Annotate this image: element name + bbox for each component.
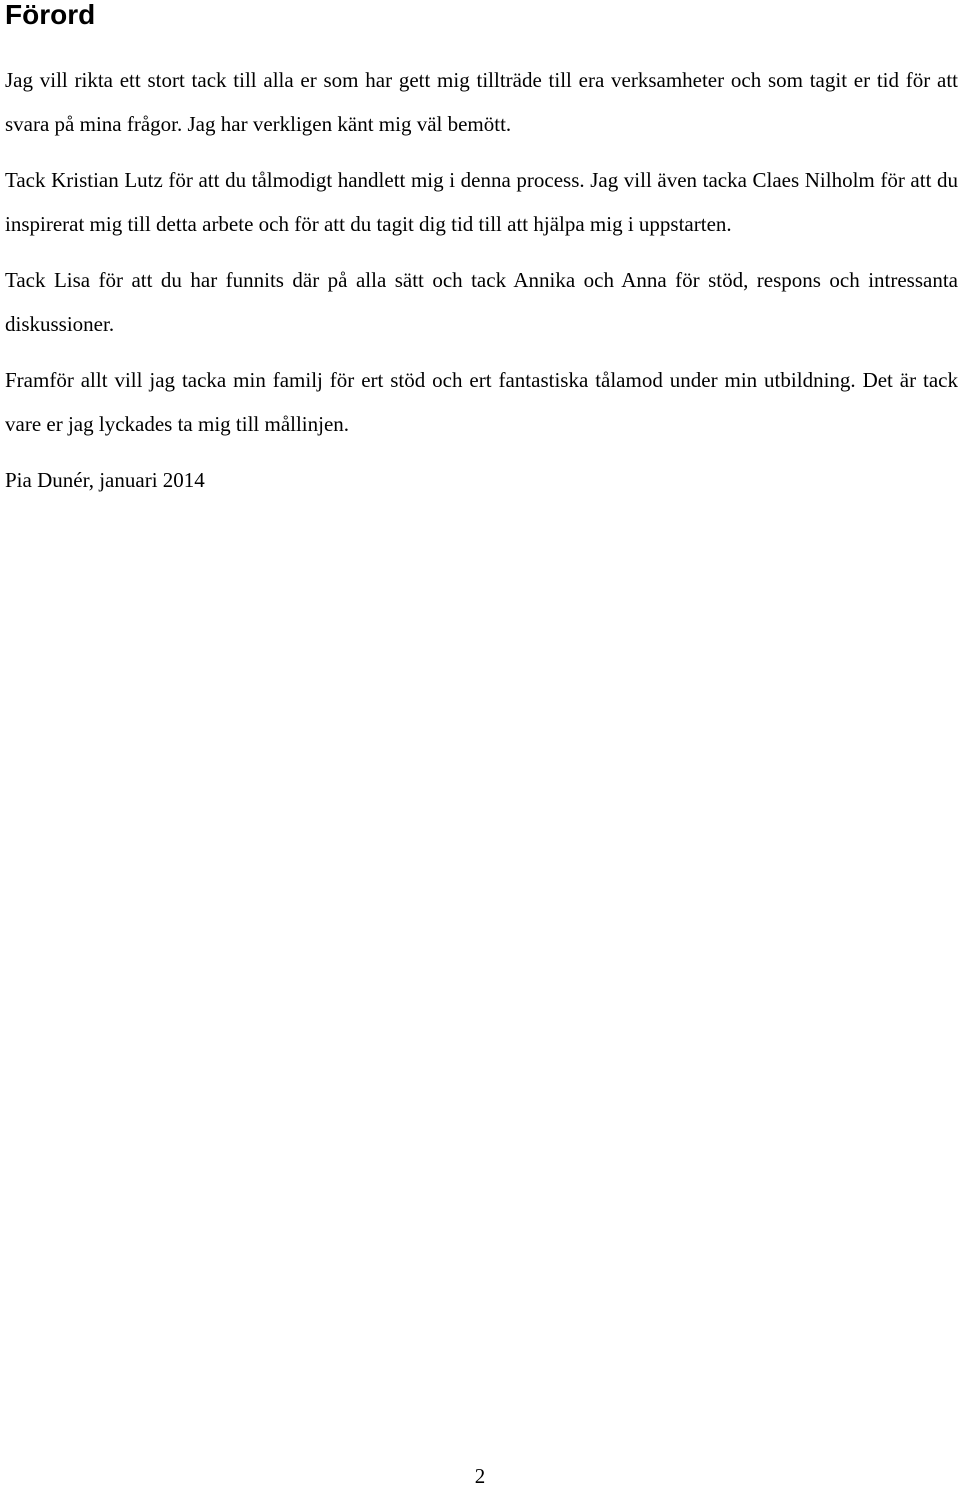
paragraph-2: Tack Kristian Lutz för att du tålmodigt handlett mig i denna process. Jag vill även tacka Claes Nilholm för att du inspirerat mig till detta arbete och för att du tagit dig tid till att hjälpa mig i uppstarten. xyxy=(5,168,958,236)
paragraph-4: Framför allt vill jag tacka min familj för ert stöd och ert fantastiska tålamod under min utbildning. Det är tack vare er jag lyckades ta mig till mållinjen. xyxy=(5,368,958,436)
page-number: 2 xyxy=(474,1464,486,1488)
document-page xyxy=(5,0,958,502)
paragraph-1: Jag vill rikta ett stort tack till alla er som har gett mig tillträde till era verksamheter och som tagit er tid för att svara på mina frågor. Jag har verkligen känt mig väl bemött. xyxy=(5,68,958,136)
signature: Pia Dunér, januari 2014 xyxy=(5,468,205,492)
paragraph-3: Tack Lisa för att du har funnits där på alla sätt och tack Annika och Anna för stöd, respons och intressanta diskussioner. xyxy=(5,268,958,336)
page-title: Förord xyxy=(5,0,96,30)
